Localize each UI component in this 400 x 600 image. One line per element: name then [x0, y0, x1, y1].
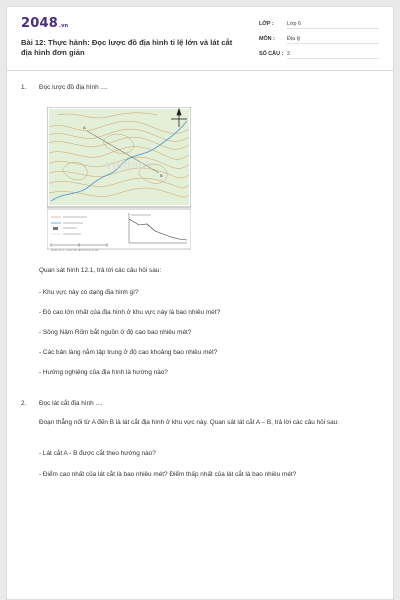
- meta-row-count: [259, 49, 379, 64]
- worksheet-page: [6, 6, 394, 600]
- lesson-title: Bài 12: Thực hành: Đọc lược đồ địa hình tỉ lệ lớn và lát cắt địa hình đơn giản: [21, 38, 233, 57]
- map-caption: Hình 12.1. Lược đồ địa hình tỉ lệ lớn: [51, 248, 100, 252]
- topographic-map-svg: [47, 107, 191, 255]
- map-watermark: vietjack: [105, 157, 153, 172]
- question-2-intro: Đoạn thẳng nối từ A đến B là lát cắt địa hình ở khu vực này. Quan sát lát cắt A – B, trả lời các câu hỏi sau:: [39, 419, 339, 426]
- point-a-label: A: [83, 125, 86, 130]
- meta-value: Địa lý: [287, 34, 379, 44]
- question-1-intro: Quan sát hình 12.1, trả lời các câu hỏi sau:: [39, 267, 162, 274]
- meta-key: LỚP :: [259, 21, 274, 27]
- meta-value: Lớp 6: [287, 19, 379, 29]
- question-1-item: - Các bản làng nằm tập trung ở độ cao khoảng bao nhiêu mét?: [39, 349, 218, 356]
- question-title: Đọc lát cắt địa hình ....: [39, 400, 103, 407]
- logo-suffix: .vn: [58, 23, 69, 29]
- meta-value: 2: [287, 49, 379, 59]
- question-2-item: - Điểm cao nhất của lát cắt là bao nhiêu mét? Điểm thấp nhất của lát cắt là bao nhiêu mét?: [39, 471, 297, 478]
- question-1-item: - Độ cao lớn nhất của địa hình ở khu vực này là bao nhiêu mét?: [39, 309, 221, 316]
- question-number: 1.: [21, 84, 27, 91]
- question-title: Đọc lược đồ địa hình ....: [39, 84, 108, 91]
- site-logo[interactable]: [21, 16, 68, 31]
- meta-row-class: [259, 19, 379, 34]
- logo-text: 2048: [21, 16, 58, 31]
- meta-row-subject: [259, 34, 379, 49]
- meta-key: MÔN :: [259, 36, 275, 42]
- point-b-label: B: [160, 173, 163, 178]
- question-number: 2.: [21, 400, 27, 407]
- question-1-item: - Khu vực này có dạng địa hình gì?: [39, 289, 139, 296]
- meta-key: SỐ CÂU :: [259, 51, 284, 57]
- question-1-item: - Sông Nậm Rốm bắt nguồn ở độ cao bao nhiêu mét?: [39, 329, 192, 336]
- page-header: [7, 7, 394, 71]
- question-2-item: - Lát cắt A - B được cắt theo hướng nào?: [39, 450, 156, 457]
- question-1-item: - Hướng nghiêng của địa hình là hướng nào?: [39, 369, 168, 376]
- topographic-map-figure: [47, 107, 191, 255]
- meta-info: [259, 19, 379, 64]
